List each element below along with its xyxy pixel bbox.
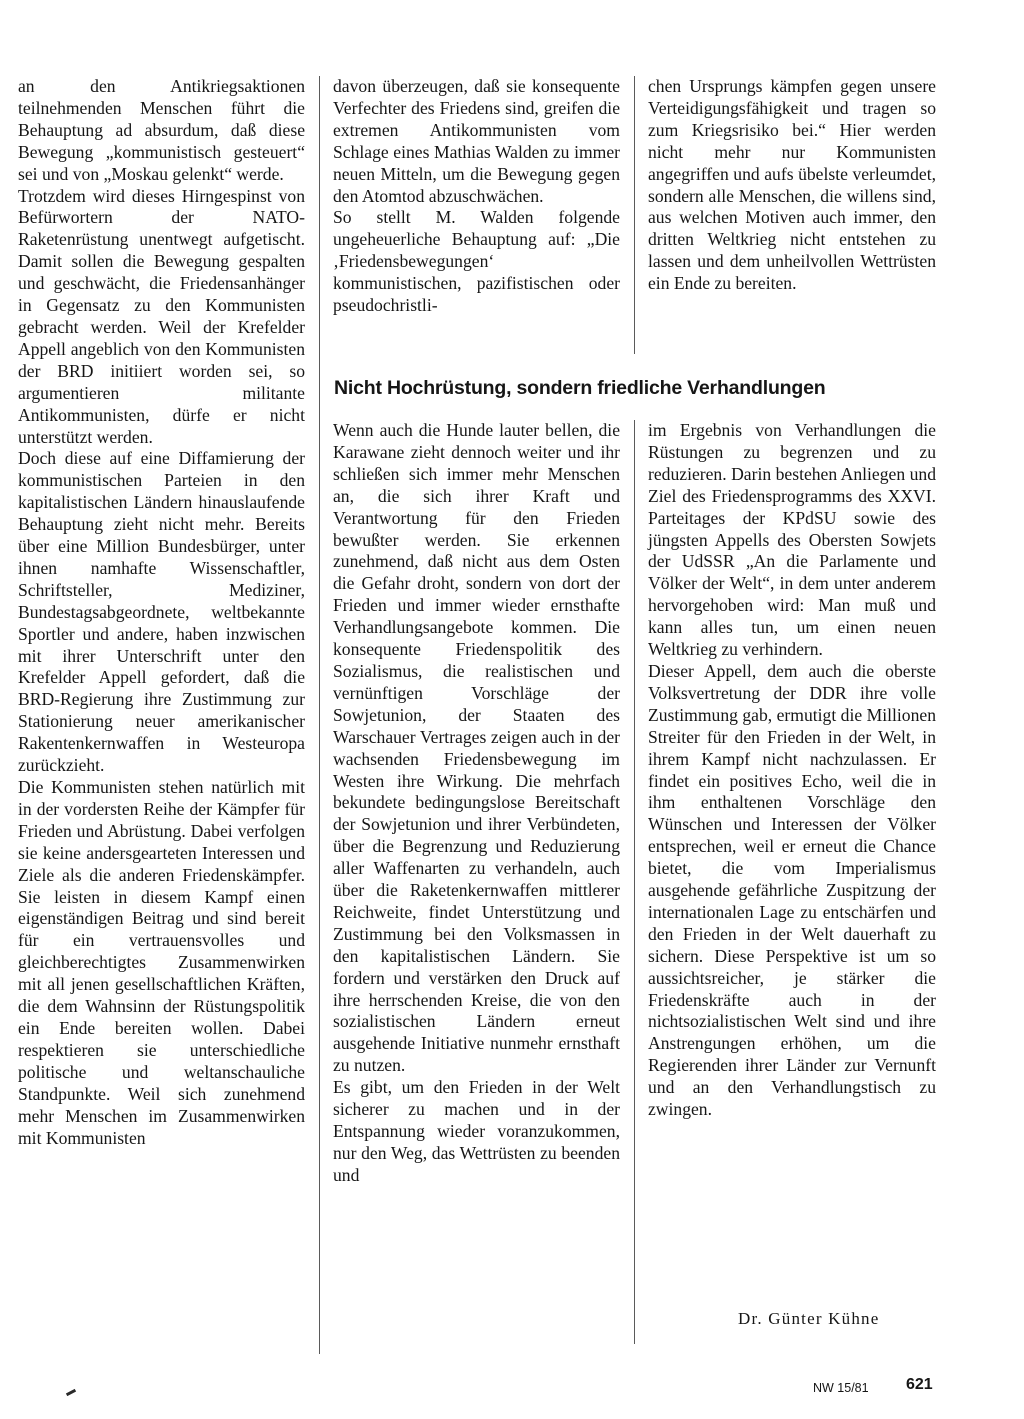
article-column-5 (648, 420, 936, 1121)
article-column-2 (333, 76, 620, 317)
paragraph: So stellt M. Walden folgende ungeheuerliche Behauptung auf: „Die ‚Friedensbewegungen‘ kommunistischen, pazifistischen oder pseudochristli- (333, 207, 620, 316)
paragraph: an den Antikriegsaktionen teilnehmenden Menschen führt die Behauptung ad absurdum, daß diese Bewegung „kommunistisch gesteuert“ sei und von „Moskau gelenkt“ werde. (18, 76, 305, 184)
issue-label: NW 15/81 (813, 1381, 869, 1395)
scan-mark (66, 1389, 76, 1396)
paragraph: Die Kommunisten stehen natürlich mit in der vordersten Reihe der Kämpfer für Frieden und Abrüstung. Dabei verfolgen sie keine andersgearteten Interessen und Ziele als die anderen Friedenskämpfer. Sie leisten in diesem Kampf einen eigenständigen Beitrag und sind bereit für ein vertrauensvolles und gleichberechtigtes Zusammenwirken mit all jenen gesellschaftlichen Kräften, die dem Wahnsinn der Rüstungspolitik ein Ende bereiten wollen. Dabei respektieren sie unterschiedliche politische und weltanschauliche Standpunkte. Weil sich zunehmend mehr Menschen im Zusammenwirken mit Kommunisten (18, 777, 305, 1148)
paragraph: Trotzdem wird dieses Hirngespinst von Befürwortern der NATO-Raketenrüstung unentwegt aufgetischt. Damit sollen die Bewegung gespalten und geschwächt, die Friedensanhänger in Gegensatz zu den Kommunisten gebracht werden. Weil der Krefelder Appell angeblich von den Kommunisten der BRD initiiert worden sei, so argumentieren militante Antikommunisten, dürfe er nicht unterstützt werden. (18, 185, 305, 447)
section-heading: Nicht Hochrüstung, sondern friedliche Verhandlungen (334, 377, 826, 399)
paragraph: Dieser Appell, dem auch die oberste Volksvertretung der DDR ihre volle Zustimmung gab, ermutigt die Millionen Streiter für den Frieden in der Welt, in ihrem Kampf nicht nachzulassen. Er findet ein positives Echo, weil die in ihm enthaltenen Vorschläge den Wünschen und Interessen der Völker entsprechen, weil er erneut die Chance bietet, die vom Imperialismus ausgehende gefährliche Zuspitzung der internationalen Lage zu entschärfen und den Frieden in der Welt dauerhaft zu sichern. Diese Perspektive ist um so aussichtsreicher, je stärker die Friedenskräfte auch in der nichtsozialistischen Welt sind und ihre Anstrengungen erhöhen, um die Regierenden ihrer Länder zur Vernunft und an den Verhandlungstisch zu zwingen. (648, 660, 936, 1120)
paragraph: Doch diese auf eine Diffamierung der kommunistischen Parteien in den kapitalistischen Ländern hinauslaufende Behauptung zieht nicht mehr. Bereits über eine Million Bundesbürger, unter ihnen namhafte Wissenschaftler, Schriftsteller, Mediziner, Bundestagsabgeordnete, weltbekannte Sportler und andere, haben inzwischen mit ihrer Unterschrift unter den Krefelder Appell gefordert, daß die BRD-Regierung ihre Zustimmung zur Stationierung neuer amerikanischer Rakentenkernwaffen in Westeuropa zurückzieht. (18, 448, 305, 776)
paragraph: Wenn auch die Hunde lauter bellen, die Karawane zieht dennoch weiter und ihr schließen sich immer mehr Menschen an, die sich ihrer Kraft und Verantwortung für den Frieden bewußter werden. Sie erkennen zunehmend, daß nicht aus dem Osten die Gefahr droht, sondern von dort der Frieden und immer wieder ernsthafte Verhandlungsangebote kommen. Die konsequente Friedenspolitik des Sozialismus, die realistischen und vernünftigen Vorschläge der Sowjetunion, der Staaten des Warschauer Vertrages zeigen auch in der wachsenden Friedensbewegung im Westen ihre Wirkung. Die mehrfach bekundete bedingungslose Bereitschaft der Sowjetunion und ihrer Verbündeten, über die Begrenzung und Reduzierung aller Waffenarten zu verhandeln, auch über die Raketenkernwaffen mittlerer Reichweite, findet Unterstützung und Zustimmung bei den Volksmassen in den kapitalistischen Ländern. Sie fordern und verstärken den Druck auf ihre herrschenden Kreise, die von den sozialistischen Ländern erneut ausgehende Initiative nunmehr ernsthaft zu nutzen. (333, 420, 620, 1076)
paragraph: chen Ursprungs kämpfen gegen unsere Verteidigungsfähigkeit und tragen so zum Kriegsrisiko bei.“ Hier werden nicht mehr nur Kommunisten angegriffen und aufs übelste verleumdet, sondern alle Menschen, die willens sind, aus welchen Motiven auch immer, den dritten Weltkrieg nicht entstehen zu lassen und dem unheilvollen Wettrüsten ein Ende zu bereiten. (648, 76, 936, 294)
column-divider (634, 76, 635, 354)
article-column-1 (18, 76, 305, 1149)
paragraph: im Ergebnis von Verhandlungen die Rüstungen zu begrenzen und zu reduzieren. Darin bestehen Anliegen und Ziel des Friedensprogramms des XXVI. Parteitages der KPdSU sowie des jüngsten Appells des Obersten Sowjets der UdSSR „An die Parlamente und Völker der Welt“, in dem unter anderem hervorgehoben wird: Man muß und kann alles tun, um einen neuen Weltkrieg zu verhindern. (648, 420, 936, 660)
paragraph: Es gibt, um den Frieden in der Welt sicherer zu machen und in der Entspannung wieder voranzukommen, nur den Weg, das Wettrüsten zu beenden und (333, 1077, 620, 1185)
column-divider (634, 420, 635, 1344)
paragraph: davon überzeugen, daß sie konsequente Verfechter des Friedens sind, greifen die extremen Antikommunisten vom Schlage eines Mathias Walden zu immer neuen Mitteln, um die Bewegung gegen den Atomtod abzuschwächen. (333, 76, 620, 206)
page-number: 621 (906, 1376, 933, 1393)
article-column-3 (648, 76, 936, 295)
column-divider (319, 76, 320, 1354)
author-signature: Dr. Günter Kühne (738, 1309, 880, 1328)
article-column-4 (333, 420, 620, 1187)
